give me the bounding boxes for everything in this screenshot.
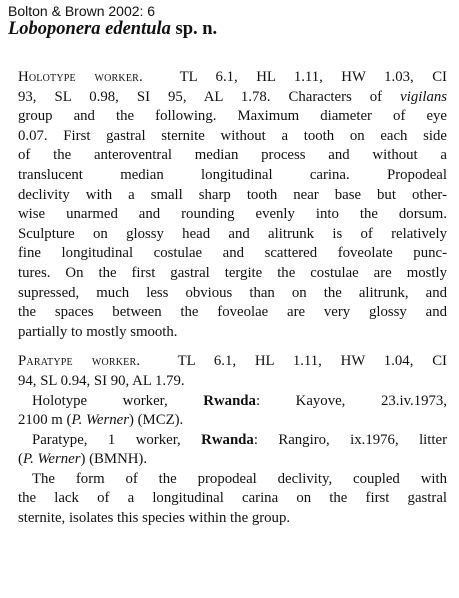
holotype-line-6: translucent median longitudinal carina. Propodeal — [18, 166, 447, 183]
remarks-line-3: sternite, isolates this species within the group. — [18, 510, 291, 527]
holotype-line-10: fine longitudinal costulae and scattered foveolate punc- — [18, 245, 447, 262]
citation-header: Bolton & Brown 2002: 6 — [8, 3, 156, 19]
paratype-collector: P. Werner — [22, 451, 81, 468]
holotype-line-5: of the anteroventral median process and without a — [18, 147, 447, 164]
species-name: Loboponera edentula — [8, 19, 171, 39]
paratype-heading: Paratype worker. — [18, 353, 141, 370]
species-status: sp. n. — [175, 19, 218, 39]
holotype-line-7: declivity with a small sharp tooth near base but other- — [18, 186, 447, 203]
species-title — [8, 19, 217, 40]
holotype-line-11: tures. On the first gastral tergite the costulae are mostly — [18, 264, 447, 281]
paratype-country: Rwanda — [201, 431, 254, 448]
paratype-material-line-2: (P. Werner) (BMNH). — [18, 451, 148, 468]
holotype-line-8: wise unarmed and rounding evenly into the dorsum. — [18, 206, 447, 223]
holotype-line-2: 93, SL 0.98, SI 95, AL 1.78. Characters of vigilans — [18, 88, 447, 105]
holotype-material-line-2: 2100 m (P. Werner) (MCZ). — [18, 412, 184, 429]
holotype-line-13: the spaces between the foveolae are very glossy and — [18, 304, 447, 321]
holotype-line-3: group and the following. Maximum diameter of eye — [18, 108, 447, 125]
remarks-line-2: the lack of a longitudinal carina on the first gastral — [18, 490, 447, 507]
holotype-line-4: 0.07. First gastral sternite without a tooth on each side — [18, 127, 447, 144]
holotype-heading: Holotype worker. — [18, 69, 143, 85]
paratype-line-2: 94, SL 0.94, SI 90, AL 1.79. — [18, 372, 185, 389]
paratype-line-1: Paratype worker. TL 6.1, HL 1.11, HW 1.04, CI — [18, 353, 447, 370]
holotype-line-9: Sculpture on glossy head and alitrunk is of relatively — [18, 225, 447, 242]
holotype-country: Rwanda — [203, 392, 256, 409]
holotype-line-14: partially to mostly smooth. — [18, 323, 178, 340]
holotype-line-12: supressed, much less obvious than on the alitrunk, and — [18, 284, 447, 301]
holotype-material-line-1: Holotype worker, Rwanda: Kayove, 23.iv.1973, — [32, 392, 447, 409]
holotype-line-1: Holotype worker. TL 6.1, HL 1.11, HW 1.03, CI — [18, 69, 447, 85]
paratype-material-line-1: Paratype, 1 worker, Rwanda: Rangiro, ix.1976, litter — [32, 431, 447, 448]
paragraph-gap — [18, 342, 447, 352]
holotype-collector: P. Werner — [71, 412, 129, 429]
description-body — [18, 68, 447, 529]
remarks-line-1: The form of the propodeal declivity, coupled with — [32, 470, 447, 487]
group-name: vigilans — [400, 88, 447, 105]
